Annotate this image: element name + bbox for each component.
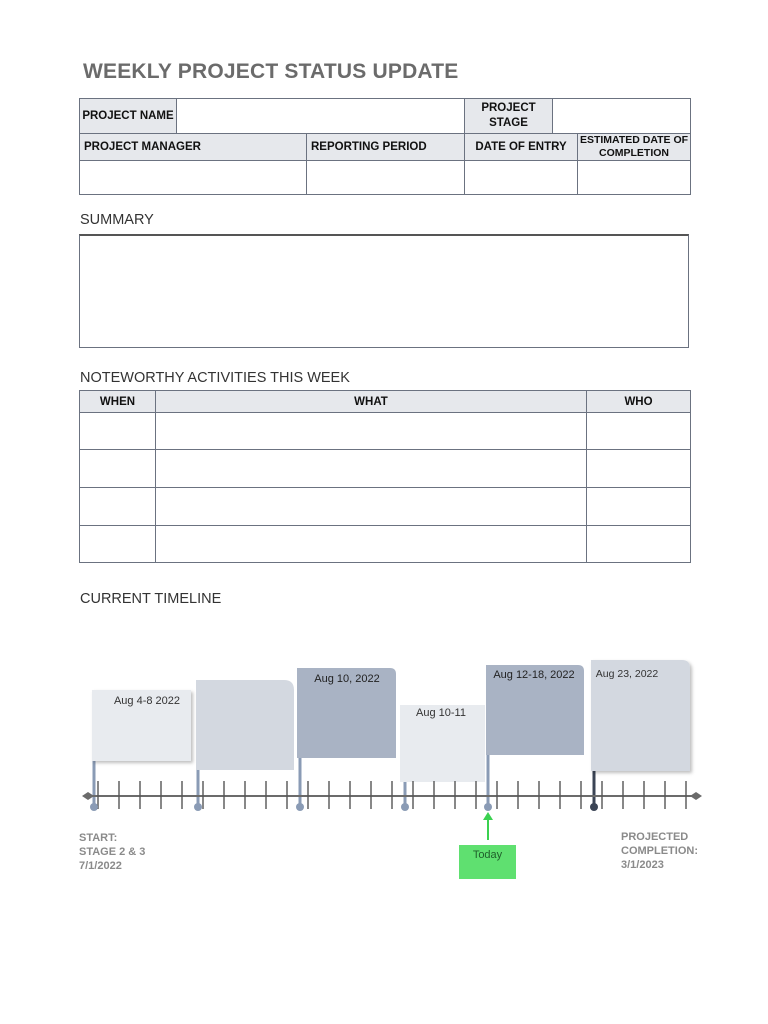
cell-when[interactable] [80,526,156,563]
timeline-event [92,690,191,806]
event-label: Aug 10, 2022 [314,673,380,685]
axis-end-cap [690,792,702,800]
project-stage-field[interactable] [553,99,691,134]
event-marker [296,803,304,811]
end-line2: COMPLETION: [621,845,698,857]
column-header-what: WHAT [156,391,587,413]
project-manager-label: PROJECT MANAGER [80,134,307,161]
event-marker [590,803,598,811]
summary-field[interactable] [79,234,689,348]
reporting-period-label: REPORTING PERIOD [307,134,465,161]
event-marker [484,803,492,811]
column-header-when: WHEN [80,391,156,413]
event-label: Aug 12-18, 2022 [493,669,575,681]
event-marker [194,803,202,811]
cell-when[interactable] [80,488,156,526]
timeline-start-label [79,831,145,873]
event-card [196,680,294,770]
project-manager-field[interactable] [80,161,307,195]
table-row [80,488,691,526]
page-title: WEEKLY PROJECT STATUS UPDATE [83,60,459,83]
cell-who[interactable] [587,526,691,563]
today-arrow-head [483,812,493,820]
event-marker [401,803,409,811]
date-of-entry-field[interactable] [465,161,578,195]
today-marker: Today [459,845,516,879]
cell-what[interactable] [156,413,587,450]
timeline-chart [0,640,768,840]
end-line3: 3/1/2023 [621,859,664,871]
event-label: Aug 4-8 2022 [113,695,181,707]
table-row [80,413,691,450]
cell-when[interactable] [80,450,156,488]
reporting-period-field[interactable] [307,161,465,195]
cell-who[interactable] [587,413,691,450]
cell-what[interactable] [156,450,587,488]
timeline-end-label [621,830,698,872]
start-line1: START: [79,832,118,844]
estimated-completion-field[interactable] [578,161,691,195]
timeline-heading: CURRENT TIMELINE [80,591,222,607]
activities-table [79,390,691,563]
cell-when[interactable] [80,413,156,450]
axis-start-cap [82,792,94,800]
project-name-label: PROJECT NAME [80,99,177,134]
timeline-event [486,665,584,806]
table-row [80,450,691,488]
table-row [80,526,691,563]
start-line2: STAGE 2 & 3 [79,846,146,858]
start-line3: 7/1/2022 [79,860,122,872]
cell-who[interactable] [587,450,691,488]
estimated-completion-label: ESTIMATED DATE OF COMPLETION [578,134,691,161]
project-info-table [79,98,691,195]
cell-what[interactable] [156,526,587,563]
event-marker [90,803,98,811]
end-line1: PROJECTED [621,831,689,843]
timeline-event [297,668,396,806]
event-label: Aug 10-11 [416,707,466,719]
summary-heading: SUMMARY [80,212,154,228]
column-header-who: WHO [587,391,691,413]
project-name-field[interactable] [177,99,465,134]
event-label: Aug 23, 2022 [595,668,659,680]
project-stage-label: PROJECT STAGE [465,99,553,134]
activities-heading: NOTEWORTHY ACTIVITIES THIS WEEK [80,370,350,386]
date-of-entry-label: DATE OF ENTRY [465,134,578,161]
cell-who[interactable] [587,488,691,526]
cell-what[interactable] [156,488,587,526]
timeline-event [591,660,690,806]
